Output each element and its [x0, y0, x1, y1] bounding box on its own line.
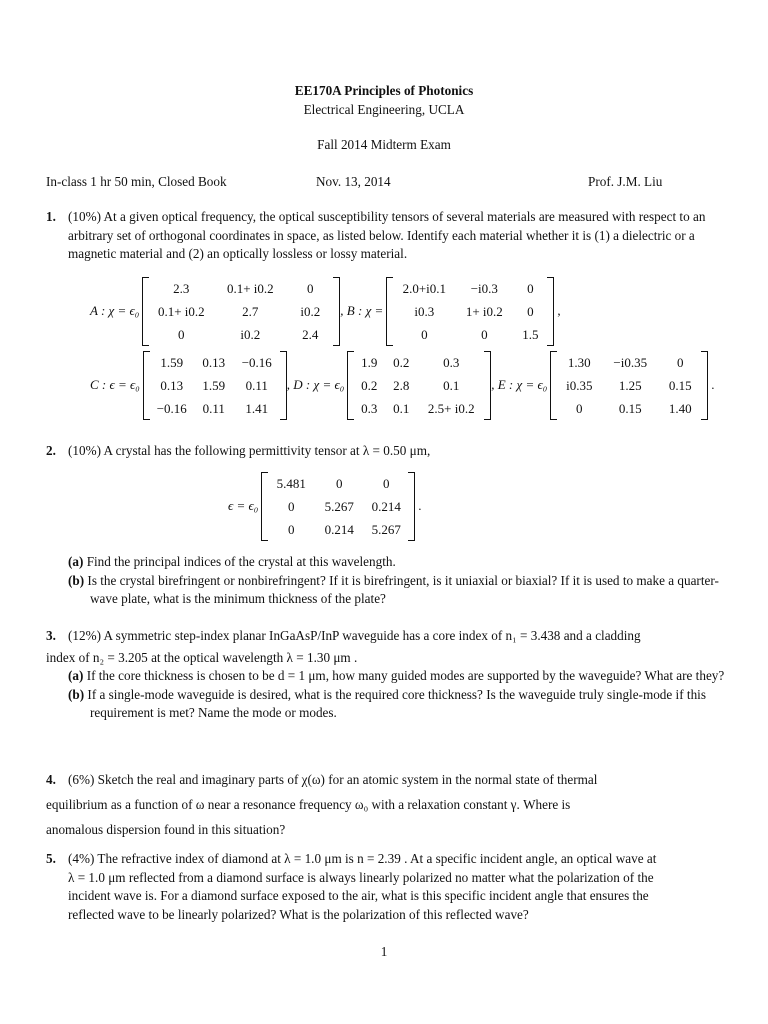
- matrix-cell: 2.8: [393, 378, 410, 393]
- matrix-cell: 1.41: [245, 401, 269, 416]
- matrix-e: [550, 351, 708, 420]
- question-line-1: (12%) A symmetric step-index planar InGaAsP/InP waveguide has a core index of n₁ = 3.438 and a cladding: [68, 628, 641, 643]
- question-text: (10%) At a given optical frequency, the optical susceptibility tensors of several materials are measured with respect to an arbitrary set of orthogonal coordinates in space, as listed below. Identify each material whether it is (1) a dielectric or a magnetic material and (2) an optically lossless or lossy material.: [68, 209, 706, 261]
- matrix-cell: 0: [288, 499, 295, 514]
- question-2: [46, 442, 736, 461]
- part-b: [68, 686, 736, 723]
- matrix-b: [386, 277, 554, 346]
- matrix-cell: 0: [336, 476, 343, 491]
- matrix-a-label: A : χ = ϵ₀: [90, 303, 140, 319]
- part-b-tag: (b): [68, 686, 85, 702]
- matrix-row-2: [90, 351, 718, 420]
- question-5: [46, 850, 736, 924]
- matrix-cell: 0.3: [443, 355, 460, 370]
- matrix-d: [347, 351, 491, 420]
- matrix-cell: 2.4: [302, 327, 319, 342]
- matrix-cell: 0: [527, 281, 534, 296]
- question-number: 4.: [46, 772, 56, 787]
- part-a: [68, 553, 736, 572]
- part-a-tag: (a): [68, 668, 84, 683]
- question-line-2: equilibrium as a function of ω near a resonance frequency ω₀ with a relaxation constant γ. Where is: [46, 797, 571, 812]
- matrix-cell: i0.35: [566, 378, 593, 393]
- matrix-cell: 0.13: [202, 355, 226, 370]
- epsilon-tail: .: [418, 498, 422, 514]
- matrix-e-label: , E : χ = ϵ₀: [491, 377, 548, 393]
- matrix-cell: 0.1: [393, 401, 410, 416]
- matrix-cell: −0.16: [156, 401, 187, 416]
- matrix-cell: 1.40: [668, 401, 692, 416]
- matrix-cell: 0.214: [371, 499, 401, 514]
- question-2-parts: [46, 553, 736, 609]
- matrix-cell: i0.3: [414, 304, 435, 319]
- part-a: [68, 667, 736, 686]
- part-a-tag: (a): [68, 554, 84, 569]
- question-line-1: (4%) The refractive index of diamond at λ = 1.0 μm is n = 2.39 . At a specific incident angle, an optical wave at: [68, 851, 657, 866]
- matrix-cell: 5.267: [371, 522, 401, 537]
- matrix-cell: 0.214: [324, 522, 354, 537]
- matrix-cell: 0.2: [361, 378, 378, 393]
- matrix-cell: −0.16: [241, 355, 272, 370]
- epsilon-matrix: [261, 472, 415, 541]
- matrix-row-1: [90, 277, 564, 346]
- matrix-cell: 0.3: [361, 401, 378, 416]
- matrix-cell: 0.15: [668, 378, 692, 393]
- question-3: [46, 627, 736, 723]
- matrix-cell: 1.30: [567, 355, 591, 370]
- matrix-b-tail: ,: [557, 303, 561, 319]
- part-a-text: Find the principal indices of the crystal at this wavelength.: [86, 554, 396, 569]
- matrix-cell: 1.25: [618, 378, 642, 393]
- course-title: EE170A Principles of Photonics: [294, 83, 474, 98]
- exam-format: In-class 1 hr 50 min, Closed Book: [46, 174, 227, 189]
- question-number: 5.: [46, 851, 56, 866]
- question-line-2: index of n₂ = 3.205 at the optical wavelength λ = 1.30 μm .: [46, 649, 358, 665]
- matrix-cell: 0.13: [160, 378, 184, 393]
- matrix-cell: 2.0+i0.1: [402, 281, 447, 296]
- question-1: [46, 208, 736, 264]
- matrix-cell: 0: [178, 327, 185, 342]
- matrix-cell: 2.7: [242, 304, 259, 319]
- exam-date: Nov. 13, 2014: [316, 174, 391, 189]
- matrix-cell: 2.3: [173, 281, 190, 296]
- matrix-cell: i0.2: [300, 304, 321, 319]
- page-number: 1: [380, 944, 388, 959]
- matrix-a: [142, 277, 340, 346]
- matrix-cell: 0: [527, 304, 534, 319]
- matrix-cell: i0.2: [240, 327, 261, 342]
- matrix-cell: 1+ i0.2: [465, 304, 503, 319]
- matrix-cell: 0: [383, 476, 390, 491]
- question-line-3: incident wave is. For a diamond surface exposed to the air, what is this specific incident angle that ensures the: [68, 888, 649, 903]
- matrix-cell: 1.59: [202, 378, 226, 393]
- matrix-cell: 1.5: [522, 327, 539, 342]
- matrix-d-label: , D : χ = ϵ₀: [286, 377, 345, 393]
- permittivity-tensor: [228, 472, 425, 541]
- question-4: [46, 767, 736, 842]
- part-b: [68, 572, 736, 609]
- epsilon-label: ϵ = ϵ₀: [228, 498, 259, 514]
- matrix-cell: 0.2: [393, 355, 410, 370]
- question-number: 1.: [46, 209, 56, 224]
- part-b-text: Is the crystal birefringent or nonbirefringent? If it is birefringent, is it uniaxial or biaxial? If it is used to make a quarter-wave plate, what is the minimum thickness of the plate?: [87, 572, 719, 606]
- matrix-cell: −i0.3: [470, 281, 498, 296]
- matrix-cell: 0.1+ i0.2: [157, 304, 205, 319]
- matrix-cell: 0.11: [245, 378, 268, 393]
- matrix-e-tail: .: [711, 377, 715, 393]
- matrix-cell: 0: [421, 327, 428, 342]
- question-line-1: (6%) Sketch the real and imaginary parts of χ(ω) for an atomic system in the normal state of thermal: [68, 772, 598, 787]
- matrix-cell: 0.15: [618, 401, 642, 416]
- question-number: 3.: [46, 628, 56, 643]
- question-text: (10%) A crystal has the following permittivity tensor at λ = 0.50 μm,: [68, 443, 431, 458]
- matrix-c: [143, 351, 287, 420]
- department: Electrical Engineering, UCLA: [303, 102, 465, 117]
- part-b-tag: (b): [68, 572, 85, 588]
- question-line-4: reflected wave to be linearly polarized? What is the polarization of this reflected wave?: [68, 906, 529, 922]
- matrix-cell: 1.9: [361, 355, 378, 370]
- matrix-cell: 5.267: [324, 499, 354, 514]
- matrix-cell: 1.59: [160, 355, 184, 370]
- matrix-cell: 5.481: [276, 476, 306, 491]
- matrix-c-label: C : ϵ = ϵ₀: [90, 377, 140, 393]
- matrix-cell: 0.1: [443, 378, 460, 393]
- exam-title: Fall 2014 Midterm Exam: [317, 137, 451, 152]
- matrix-cell: 0.11: [202, 401, 225, 416]
- part-b-text: If a single-mode waveguide is desired, what is the required core thickness? Is the waveguide truly single-mode if this requirement is met? Name the mode or modes.: [87, 686, 706, 720]
- matrix-b-label: , B : χ =: [340, 303, 384, 319]
- matrix-cell: −i0.35: [613, 355, 648, 370]
- matrix-cell: 0.1+ i0.2: [226, 281, 274, 296]
- professor: Prof. J.M. Liu: [588, 174, 663, 189]
- matrix-cell: 0: [481, 327, 488, 342]
- question-line-2: λ = 1.0 μm reflected from a diamond surface is always linearly polarized no matter what the polarization of the: [68, 869, 654, 885]
- matrix-cell: 2.5+ i0.2: [427, 401, 475, 416]
- question-number: 2.: [46, 443, 56, 458]
- matrix-cell: 0: [288, 522, 295, 537]
- part-a-text: If the core thickness is chosen to be d = 1 μm, how many guided modes are supported by the waveguide? What are they?: [86, 668, 725, 683]
- matrix-cell: 0: [677, 355, 684, 370]
- matrix-cell: 0: [576, 401, 583, 416]
- matrix-cell: 0: [307, 281, 314, 296]
- question-line-3: anomalous dispersion found in this situation?: [46, 822, 286, 837]
